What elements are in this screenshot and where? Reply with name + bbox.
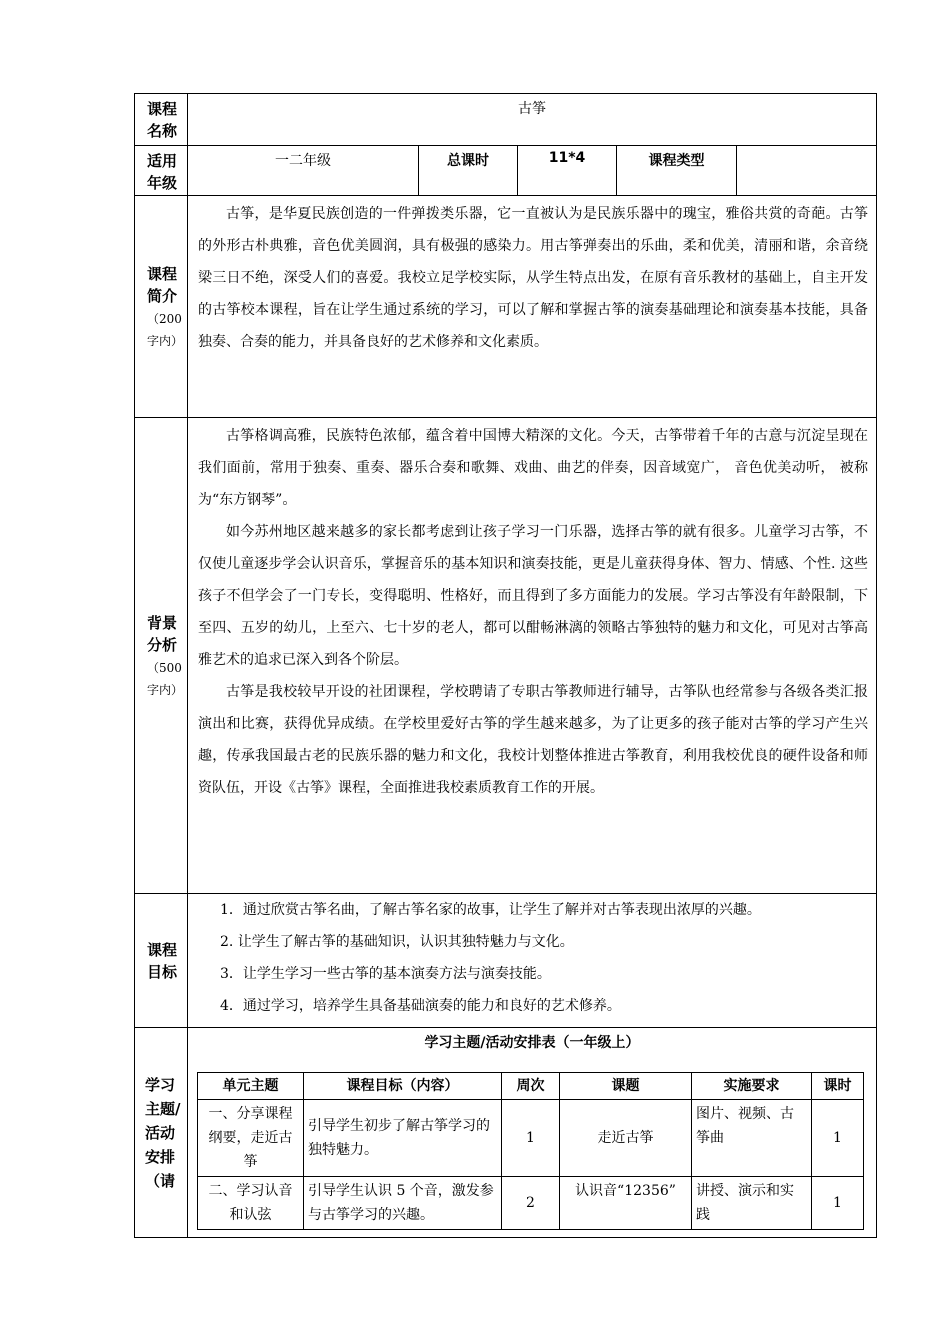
schedule-table: [197, 1072, 864, 1230]
unit-requirement: 图片、视频、古筝曲: [692, 1100, 812, 1177]
goal-item: 1．通过欣赏古筝名曲，了解古筝名家的故事，让学生了解并对古筝表现出浓厚的兴趣。: [220, 902, 761, 918]
background-content: [188, 418, 877, 894]
schedule-header: 课题: [560, 1073, 692, 1100]
grade-value: 一二年级: [188, 146, 419, 196]
goal-item: 4．通过学习，培养学生具备基础演奏的能力和良好的艺术修养。: [220, 998, 621, 1014]
row-intro: [135, 196, 877, 418]
course-type-label: 课程类型: [617, 146, 737, 196]
background-sub: （500字内）: [147, 660, 184, 697]
goals-label: 课程目标: [135, 894, 188, 1028]
background-label-cell: [135, 418, 188, 894]
unit-requirement: 讲授、演示和实践: [692, 1177, 812, 1230]
course-name-label: 课程名称: [135, 94, 188, 146]
course-table: [134, 93, 877, 1238]
schedule-header: 课程目标（内容）: [304, 1073, 502, 1100]
schedule-header: 课时: [812, 1073, 864, 1100]
row-grade: [135, 146, 877, 196]
goals-content: [188, 894, 877, 1028]
unit-hours: 1: [812, 1177, 864, 1230]
background-paragraph: 如今苏州地区越来越多的家长都考虑到让孩子学习一门乐器，选择古筝的就有很多。儿童学习古筝，不仅使儿童逐步学会认识音乐，掌握音乐的基本知识和演奏技能，更是儿童获得身体、智力、情感、个性. 这些孩子不但学会了一门专长，变得聪明、性格好，而且得到了多方面能力的发展。学习古筝没有年龄限制，下至四、五岁的幼儿，上至六、七十岁的老人，都可以酣畅淋漓的领略古筝独特的魅力和文化，可见对古筝高雅艺术的追求已深入到各个阶层。: [198, 524, 869, 668]
schedule-header: 单元主题: [198, 1073, 304, 1100]
unit-goal: 引导学生初步了解古筝学习的独特魅力。: [304, 1100, 502, 1177]
unit-week: 2: [502, 1177, 560, 1230]
table-row: [198, 1177, 864, 1230]
background-paragraph: 古筝格调高雅，民族特色浓郁，蕴含着中国博大精深的文化。今天，古筝带着千年的古意与沉淀呈现在我们面前，常用于独奏、重奏、器乐合奏和歌舞、戏曲、曲艺的伴奏，因音域宽广， 音色优美动听， 被称为“东方钢琴”。: [198, 428, 869, 508]
row-schedule: [135, 1028, 877, 1238]
intro-content: [188, 196, 877, 418]
intro-label: 课程简介: [147, 264, 178, 305]
schedule-title: 学习主题/活动安排表（一年级上）: [424, 1035, 640, 1051]
unit-lesson: 认识音“12356”: [560, 1177, 692, 1230]
unit-week: 1: [502, 1100, 560, 1177]
background-paragraph: 古筝是我校较早开设的社团课程，学校聘请了专职古筝教师进行辅导，古筝队也经常参与各级各类汇报演出和比赛，获得优异成绩。在学校里爱好古筝的学生越来越多，为了让更多的孩子能对古筝的学习产生兴趣，传承我国最古老的民族乐器的魅力和文化，我校计划整体推进古筝教育，利用我校优良的硬件设备和师资队伍，开设《古筝》课程，全面推进我校素质教育工作的开展。: [198, 684, 869, 796]
total-hours-label: 总课时: [419, 146, 518, 196]
goal-item: 2. 让学生了解古筝的基础知识，认识其独特魅力与文化。: [220, 934, 574, 950]
schedule-content: [188, 1028, 877, 1238]
course-name-value: 古筝: [188, 94, 877, 146]
unit-hours: 1: [812, 1100, 864, 1177]
row-course-name: [135, 94, 877, 146]
unit-goal: 引导学生认识 5 个音，激发参与古筝学习的兴趣。: [304, 1177, 502, 1230]
course-type-value: [737, 146, 877, 196]
intro-label-cell: [135, 196, 188, 418]
background-label: 背景分析: [147, 613, 178, 654]
schedule-header-row: [198, 1073, 864, 1100]
row-background: [135, 418, 877, 894]
grade-label: 适用年级: [135, 146, 188, 196]
unit-topic: 二、学习认音和认弦: [198, 1177, 304, 1230]
total-hours-value: 11*4: [518, 146, 617, 196]
schedule-header: 周次: [502, 1073, 560, 1100]
intro-text: 古筝，是华夏民族创造的一件弹拨类乐器，它一直被认为是民族乐器中的瑰宝，雅俗共赏的奇葩。古筝的外形古朴典雅，音色优美圆润，具有极强的感染力。用古筝弹奏出的乐曲，柔和优美，清丽和谐，余音绕梁三日不绝，深受人们的喜爱。我校立足学校实际，从学生特点出发，在原有音乐教材的基础上，自主开发的古筝校本课程，旨在让学生通过系统的学习，可以了解和掌握古筝的演奏基础理论和演奏基本技能，具备独奏、合奏的能力，并具备良好的艺术修养和文化素质。: [198, 206, 869, 350]
goal-item: 3．让学生学习一些古筝的基本演奏方法与演奏技能。: [220, 966, 551, 982]
schedule-header: 实施要求: [692, 1073, 812, 1100]
course-document: [134, 93, 876, 1238]
intro-sub: （200字内）: [147, 311, 184, 348]
table-row: [198, 1100, 864, 1177]
unit-topic: 一、分享课程纲要，走近古筝: [198, 1100, 304, 1177]
row-goals: [135, 894, 877, 1028]
schedule-label: 学习主题/活动安排（请: [135, 1028, 188, 1238]
unit-lesson: 走近古筝: [560, 1100, 692, 1177]
